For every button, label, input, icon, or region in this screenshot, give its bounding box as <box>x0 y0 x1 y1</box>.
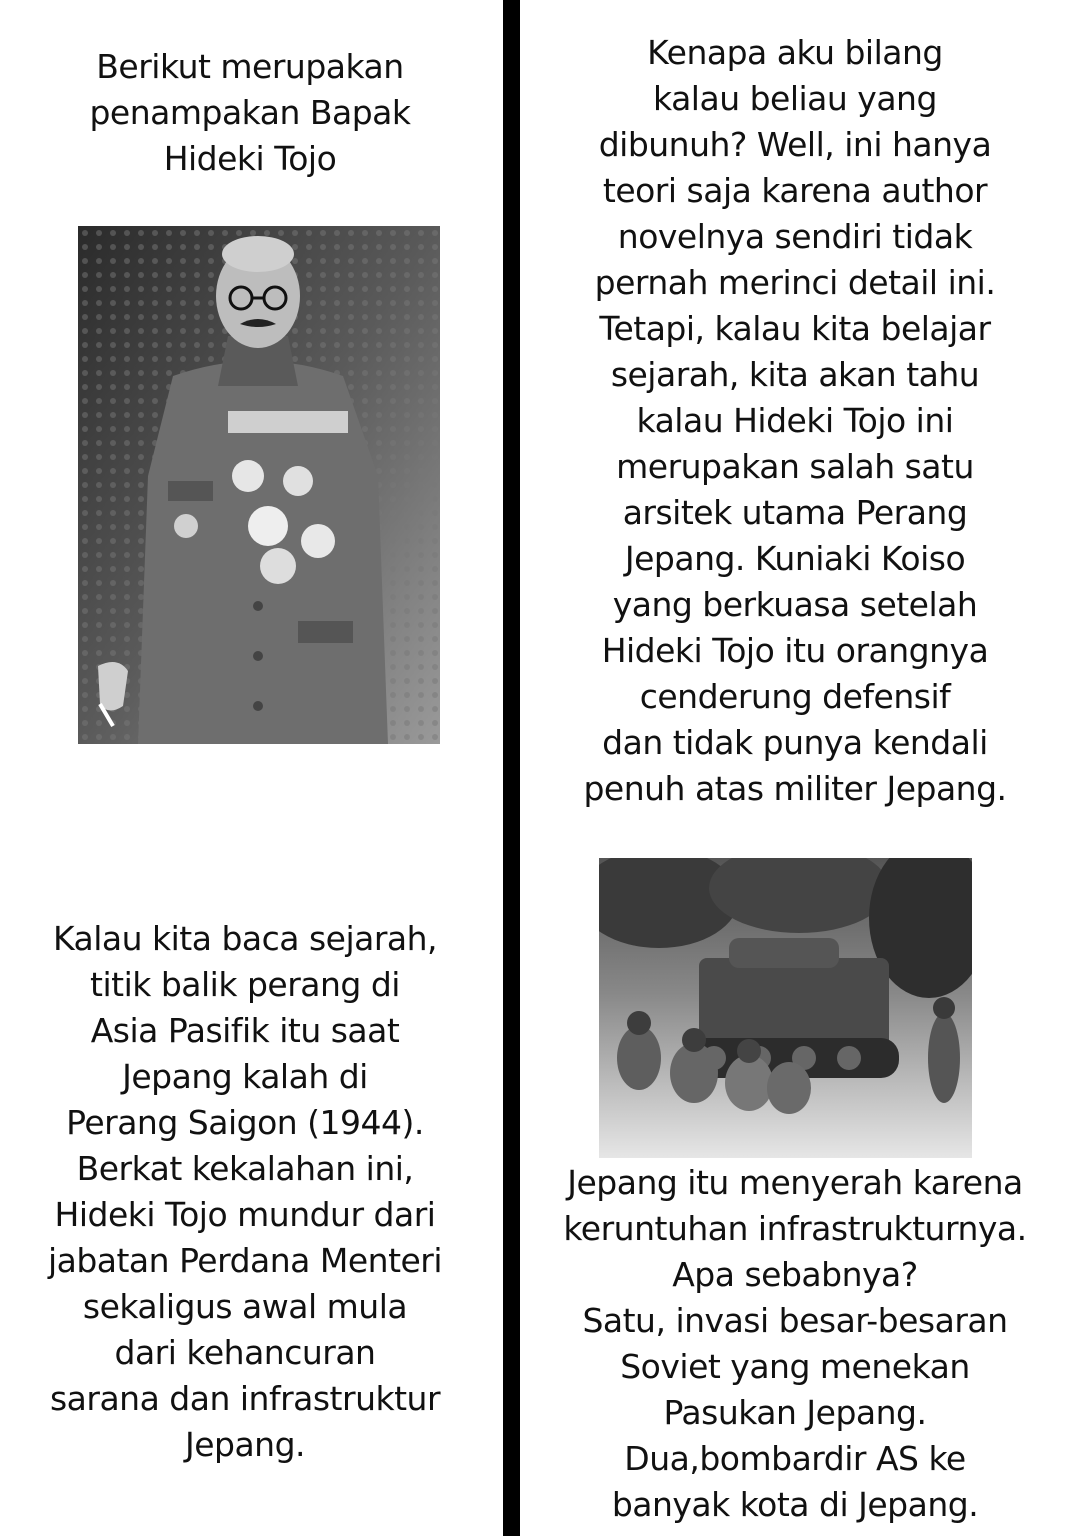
tojo-photo-caption: Berikut merupakan penampakan Bapak Hideki Tojo <box>89 47 411 178</box>
soldiers-tank-photo <box>599 858 972 1158</box>
column-divider <box>503 0 520 1536</box>
saigon-history-paragraph: Kalau kita baca sejarah, titik balik perang di Asia Pasifik itu saat Jepang kalah di Perang Saigon (1944). Berkat kekalahan ini, Hideki Tojo mundur dari jabatan Perdana Menteri sekaligus awal mula dari kehancuran sarana dan infrastruktur Jepang. <box>47 919 443 1464</box>
japan-surrender-paragraph: Jepang itu menyerah karena keruntuhan infrastrukturnya. Apa sebabnya? Satu, invasi besar-besaran Soviet yang menekan Pasukan Jepang. Dua,bombardir AS ke banyak kota di Jepang. <box>563 1163 1027 1524</box>
tojo-theory-paragraph: Kenapa aku bilang kalau beliau yang dibunuh? Well, ini hanya teori saja karena author novelnya sendiri tidak pernah merinci detail ini. Tetapi, kalau kita belajar sejarah, kita akan tahu kalau Hideki Tojo ini merupakan salah satu arsitek utama Perang Jepang. Kuniaki Koiso yang berkuasa setelah Hideki Tojo itu orangnya cenderung defensif dan tidak punya kendali penuh atas militer Jepang. <box>583 33 1007 808</box>
hideki-tojo-portrait-photo <box>78 226 440 744</box>
